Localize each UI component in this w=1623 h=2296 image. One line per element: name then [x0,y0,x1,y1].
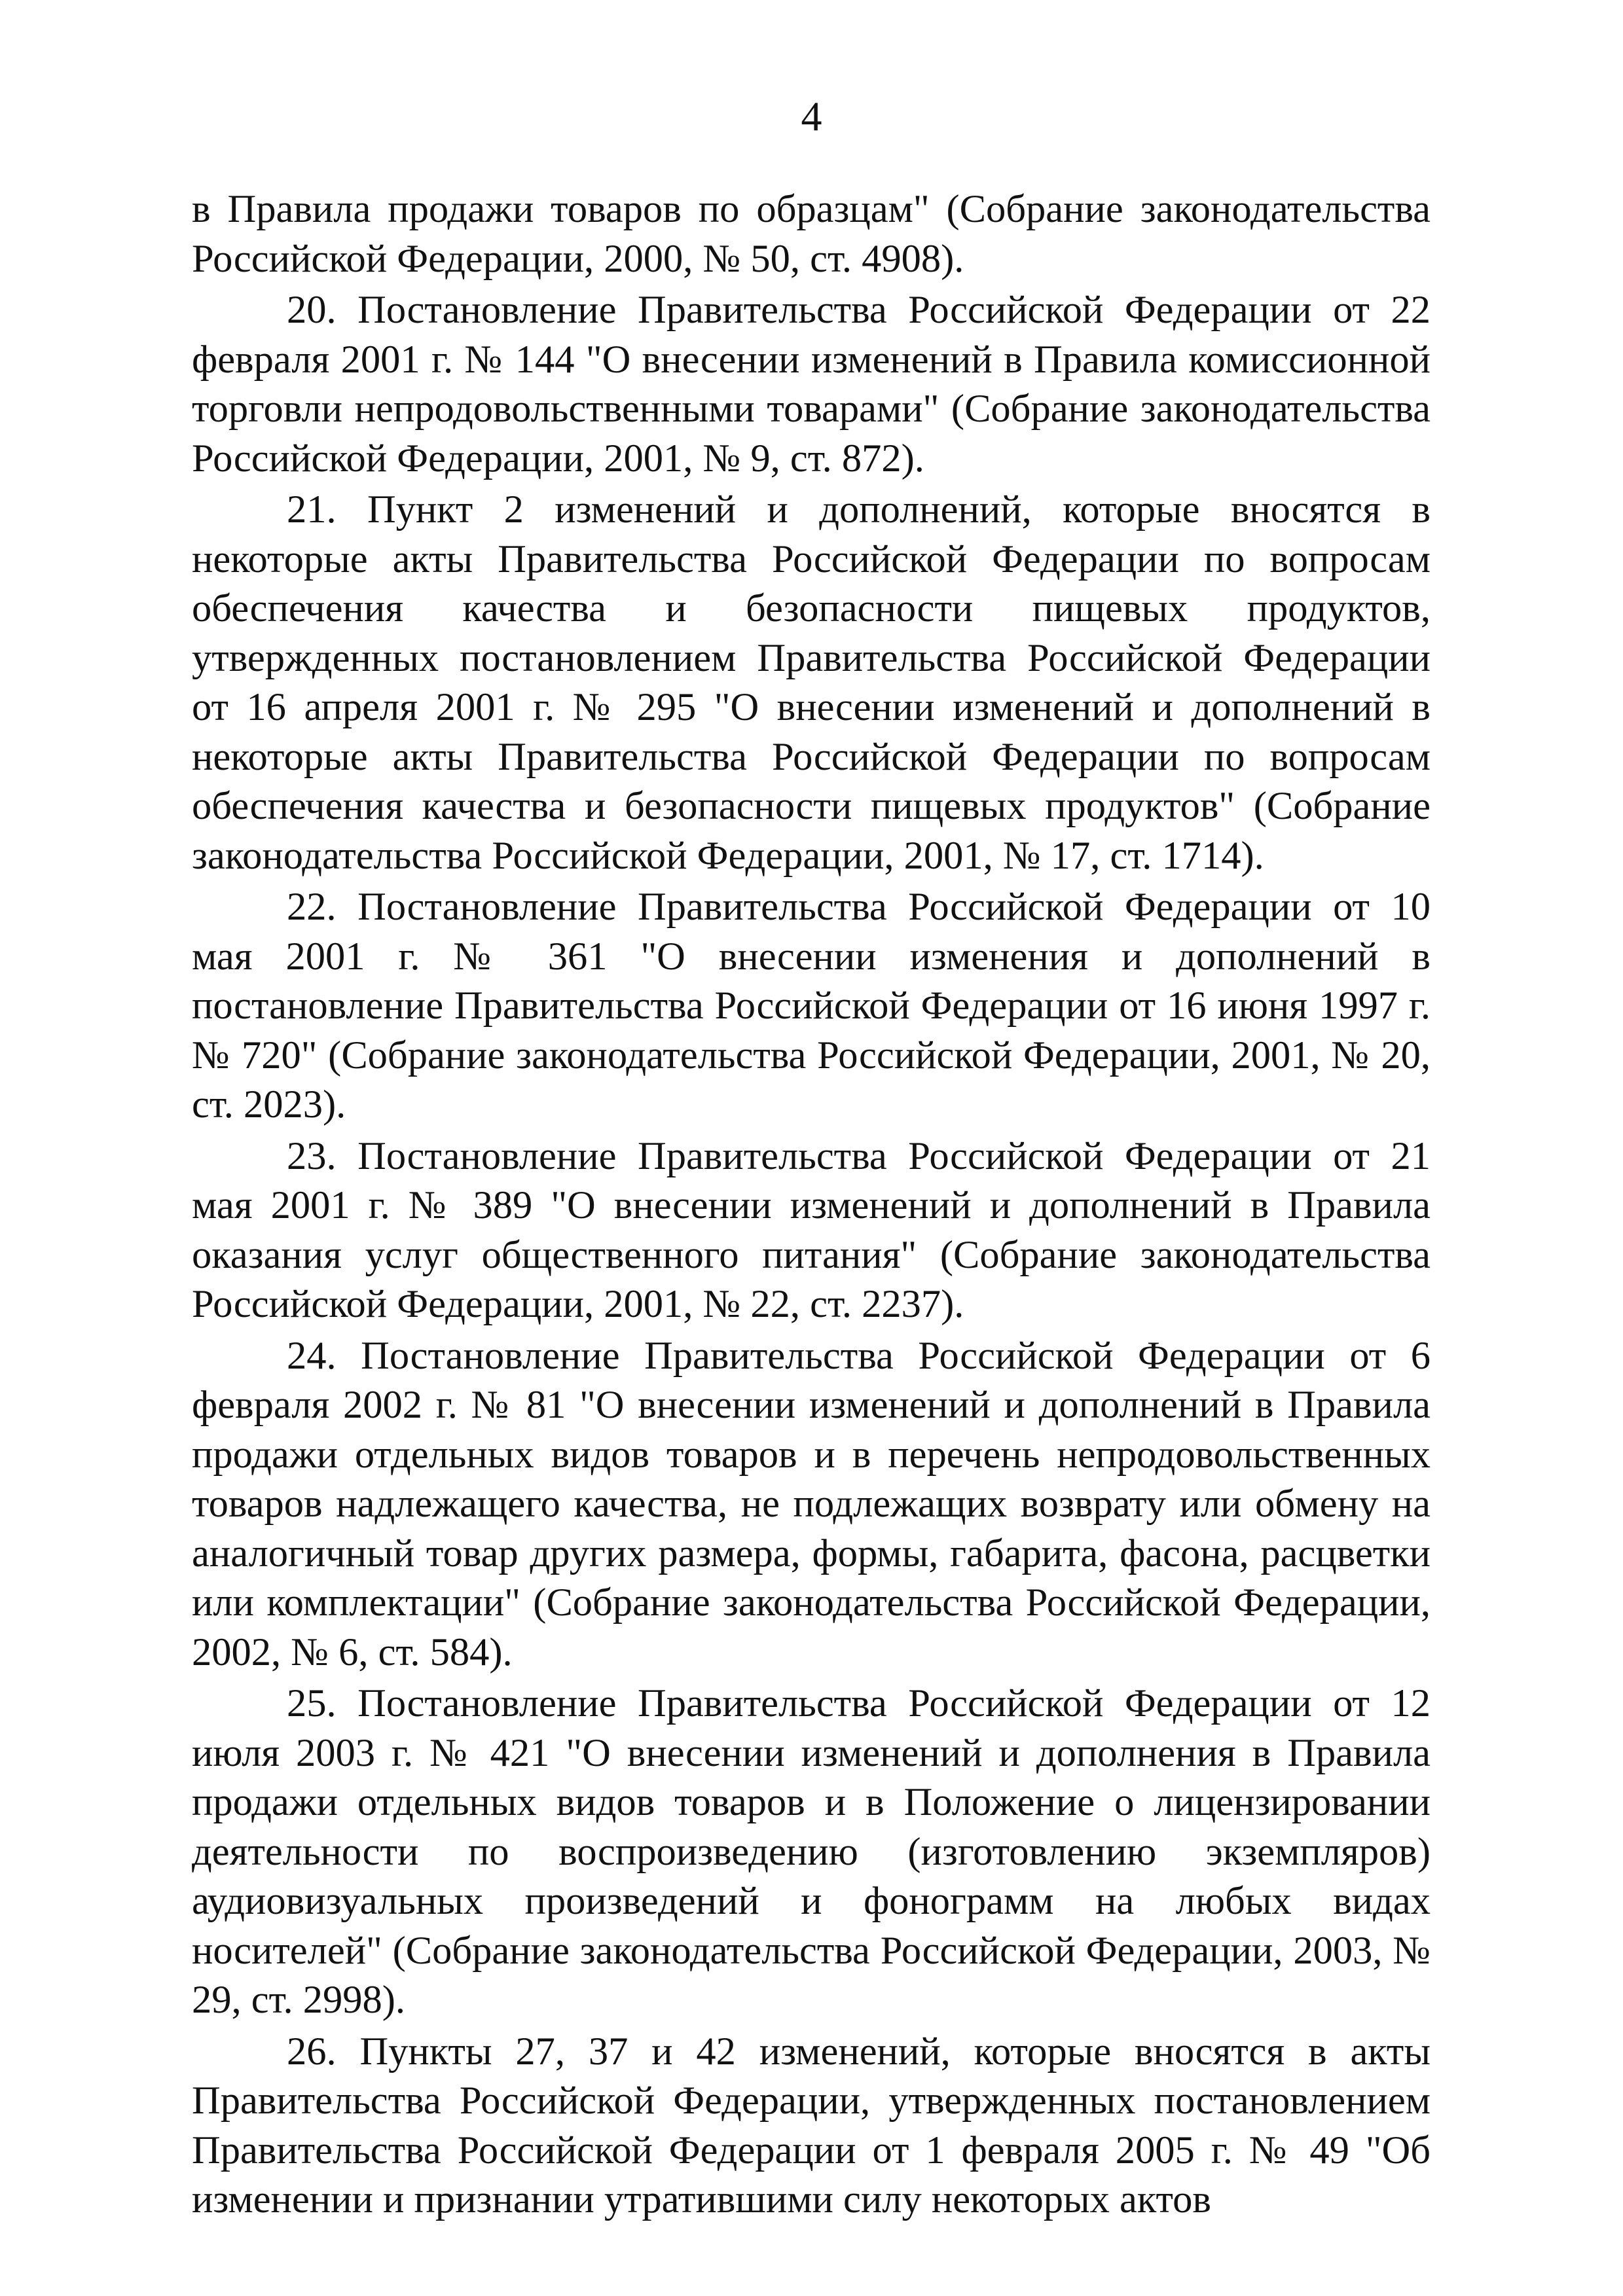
list-item-20: 20. Постановление Правительства Российской Федерации от 22 февраля 2001 г. № 144 "О внесении изменений в Правила комиссионной торговли непродовольственными товарами" (Собрание законодательства Российской Федерации, 2001, № 9, ст. 872). [192,288,1431,480]
list-item-24: 24. Постановление Правительства Российской Федерации от 6 февраля 2002 г. № 81 "О внесении изменений и дополнений в Правила продажи отдельных видов товаров и в перечень непродовольственных товаров надлежащего качества, не подлежащих возврату или обмену на аналогичный товар других размера, формы, габарита, фасона, расцветки или комплектации" (Собрание законодательства Российской Федерации, 2002, № 6, ст. 584). [192,1333,1431,1674]
paragraph-continuation: в Правила продажи товаров по образцам" (Собрание законодательства Российской Федерации, 2000, № 50, ст. 4908). [192,187,1431,281]
page-number: 4 [801,93,822,139]
list-item-22: 22. Постановление Правительства Российской Федерации от 10 мая 2001 г. № 361 "О внесении изменения и дополнений в постановление Правительства Российской Федерации от 16 июня 1997 г. № 720" (Собрание законодательства Российской Федерации, 2001, № 20, ст. 2023). [192,885,1431,1126]
list-item-25: 25. Постановление Правительства Российской Федерации от 12 июля 2003 г. № 421 "О внесении изменений и дополнения в Правила продажи отдельных видов товаров и в Положение о лицензировании деятельности по воспроизведению (изготовлению экземпляров) аудиовизуальных произведений и фонограмм на любых видах носителей" (Собрание законодательства Российской Федерации, 2003, № 29, ст. 2998). [192,1681,1431,2022]
list-item-26: 26. Пункты 27, 37 и 42 изменений, которые вносятся в акты Правительства Российской Федерации, утвержденных постановлением Правительства Российской Федерации от 1 февраля 2005 г. № 49 "Об изменении и признании утратившими силу некоторых актов [192,2029,1431,2221]
list-item-21: 21. Пункт 2 изменений и дополнений, которые вносятся в некоторые акты Правительства Российской Федерации по вопросам обеспечения качества и безопасности пищевых продуктов, утвержденных постановлением Правительства Российской Федерации от 16 апреля 2001 г. № 295 "О внесении изменений и дополнений в некоторые акты Правительства Российской Федерации по вопросам обеспечения качества и безопасности пищевых продуктов" (Собрание законодательства Российской Федерации, 2001, № 17, ст. 1714). [192,488,1431,878]
list-item-23: 23. Постановление Правительства Российской Федерации от 21 мая 2001 г. № 389 "О внесении изменений и дополнений в Правила оказания услуг общественного питания" (Собрание законодательства Российской Федерации, 2001, № 22, ст. 2237). [192,1134,1431,1326]
document-body [192,185,1431,2225]
